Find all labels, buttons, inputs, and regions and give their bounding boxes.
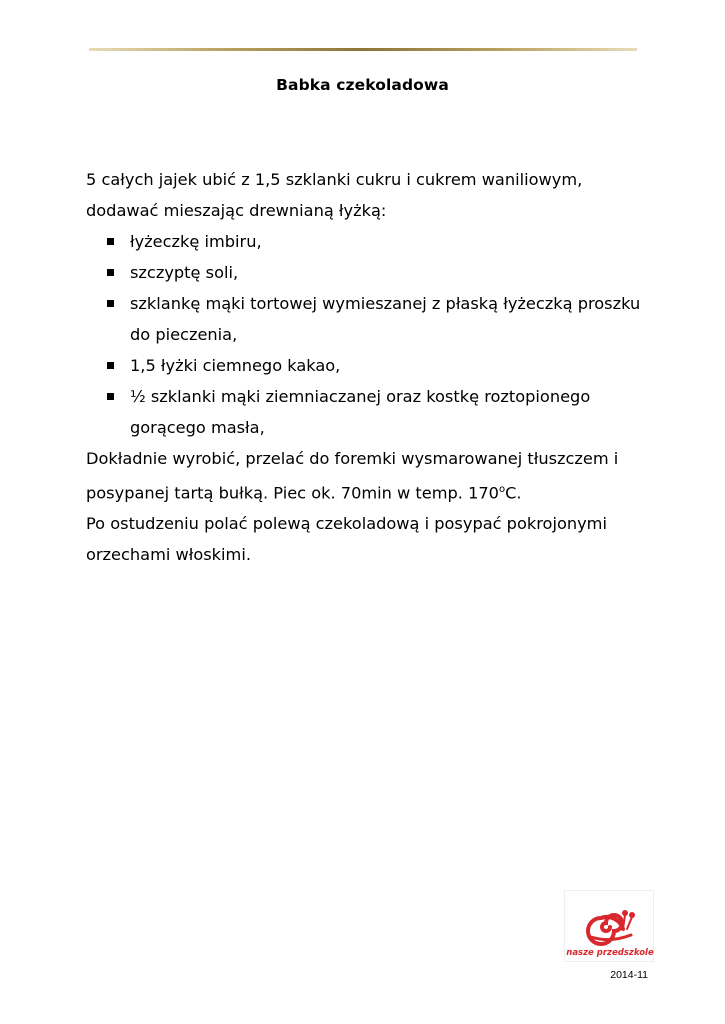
baking-text: Dokładnie wyrobić, przelać do foremki wysmarowanej tłuszczem i posypanej tartą bułką. Piec ok. 70min w temp. 170	[86, 449, 619, 503]
temperature-unit: C.	[505, 483, 522, 503]
snail-logo-icon	[565, 891, 655, 963]
footer-date: 2014-11	[610, 969, 648, 981]
header-rule	[89, 48, 637, 51]
intro-line-1: 5 całych jajek ubić z 1,5 szklanki cukru i cukrem waniliowym,	[86, 170, 583, 189]
recipe-title: Babka czekoladowa	[276, 76, 449, 94]
finishing-instructions: Po ostudzeniu polać polewą czekoladową i posypać pokrojonymi orzechami włoskimi.	[86, 514, 607, 565]
recipe-body	[86, 164, 646, 570]
baking-instructions	[86, 443, 646, 508]
ingredient-item: łyżeczkę imbiru,	[86, 226, 646, 257]
ingredient-list	[86, 226, 646, 443]
ingredient-item: ½ szklanki mąki ziemniaczanej oraz kostkę roztopionego gorącego masła,	[86, 381, 646, 443]
ingredient-item: 1,5 łyżki ciemnego kakao,	[86, 350, 646, 381]
logo-text: nasze przedszkole	[566, 948, 654, 958]
degree-sign: o	[498, 484, 506, 495]
ingredient-item: szklankę mąki tortowej wymieszanej z płaską łyżeczką proszku do pieczenia,	[86, 288, 646, 350]
intro-line-2: dodawać mieszając drewnianą łyżką:	[86, 201, 387, 220]
nasze-przedszkole-logo	[564, 890, 654, 962]
ingredient-item: szczyptę soli,	[86, 257, 646, 288]
